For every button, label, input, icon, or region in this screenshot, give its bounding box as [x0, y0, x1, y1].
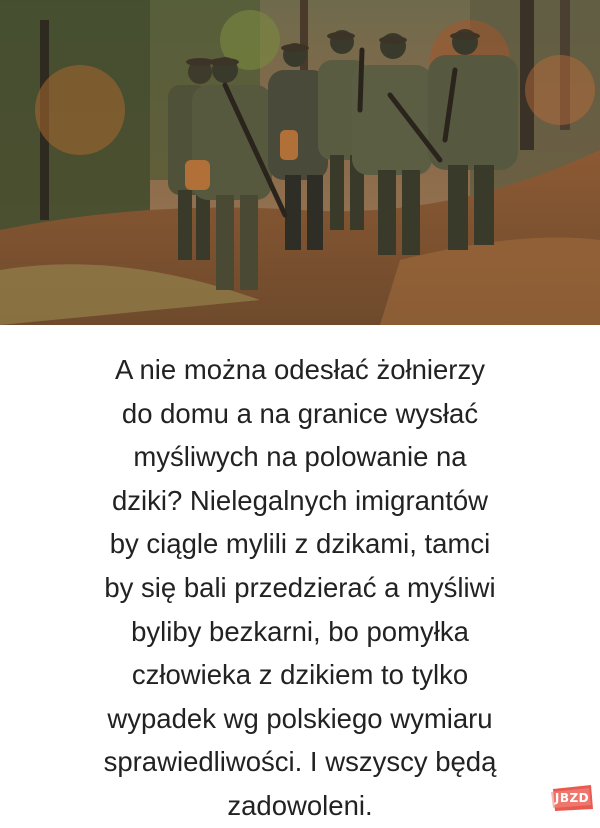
- watermark-label: JBZD: [554, 791, 590, 805]
- hunters-photo: [0, 0, 600, 325]
- post-text: A nie można odesłać żołnierzy do domu a na granice wysłać myśliwych na polowanie na dziki? Nielegalnych imigrantów by ciągle mylili z dzikami, tamci by się bali przedzierać a myśliwi byliby bezkarni, bo pomyłka człowieka z dzikiem to tylko wypadek wg polskiego wymiaru sprawiedliwości. I wszyscy będą zadowoleni.: [103, 354, 497, 821]
- jbzd-watermark-logo: [549, 783, 595, 813]
- forest-scene-illustration: [0, 0, 600, 325]
